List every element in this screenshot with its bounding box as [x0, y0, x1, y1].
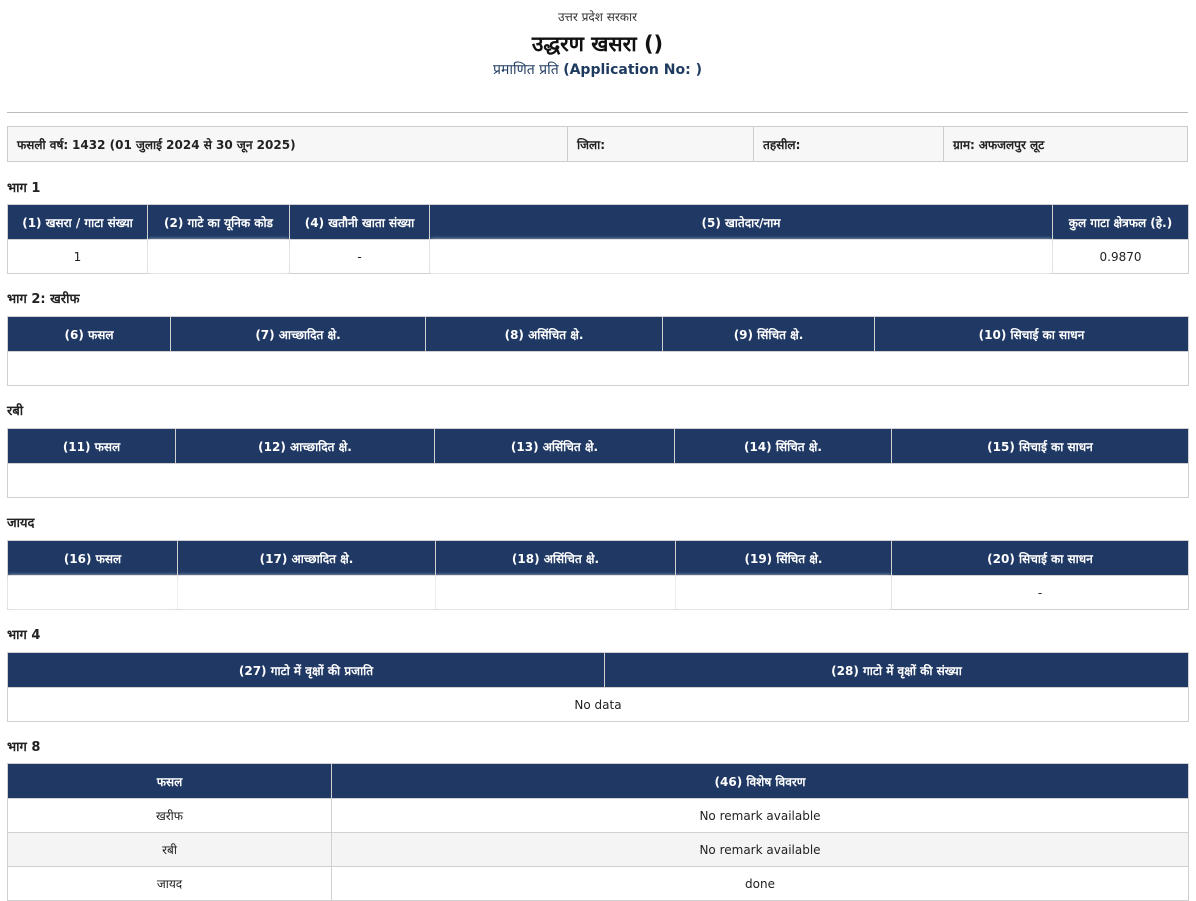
header-divider [7, 112, 1188, 113]
jayad-table [7, 540, 1189, 610]
column-header: (46) विशेष विवरण [332, 764, 1189, 799]
column-header: (14) सिंचित क्षे. [675, 429, 892, 464]
table-header-row [8, 317, 1189, 352]
unique-code [148, 240, 290, 274]
table-header-row [8, 429, 1189, 464]
remark-cell: done [332, 867, 1189, 901]
section-heading-rabi: रबी [7, 404, 24, 419]
column-header: (10) सिचाई का साधन [875, 317, 1189, 352]
application-block: (Application No: ) [563, 62, 702, 78]
owner-names [430, 240, 1053, 274]
table-row [8, 799, 1189, 833]
column-header: (4) खतौनी खाता संख्या [290, 205, 430, 240]
village-value: अफजलपुर लूट [978, 137, 1045, 152]
page-title: उद्धरण खसरा () [531, 32, 664, 56]
no-data-cell: No data [8, 688, 1189, 722]
section-heading-jayad: जायद [7, 516, 35, 531]
table-row [8, 576, 1189, 610]
section-heading-bhag1: भाग 1 [7, 181, 41, 196]
government-name: उत्तर प्रदेश सरकार [557, 10, 638, 24]
column-header: (28) गाटो में वृक्षों की संख्या [605, 653, 1189, 688]
info-bar [7, 126, 1188, 162]
table-header-row [8, 205, 1189, 240]
column-header: (11) फसल [8, 429, 176, 464]
column-header: (7) आच्छादित क्षे. [171, 317, 426, 352]
table-header-row [8, 541, 1189, 576]
column-header: (1) खसरा / गाटा संख्या [8, 205, 148, 240]
column-header: (20) सिचाई का साधन [892, 541, 1189, 576]
column-header: फसल [8, 764, 332, 799]
bhag4-table [7, 652, 1189, 722]
kharif-table [7, 316, 1189, 386]
crop-season-cell: खरीफ [8, 799, 332, 833]
crop-season-cell: रबी [8, 833, 332, 867]
fasli-year-cell [8, 127, 568, 161]
column-header: (17) आच्छादित क्षे. [178, 541, 436, 576]
application-label: Application No: [569, 62, 691, 78]
fasli-year-value: 1432 (01 जुलाई 2024 से 30 जून 2025) [72, 137, 296, 152]
column-header: (8) असिंचित क्षे. [426, 317, 663, 352]
tehsil-cell [754, 127, 944, 161]
column-header: (15) सिचाई का साधन [892, 429, 1189, 464]
village-cell [944, 127, 1187, 161]
table-row [8, 867, 1189, 901]
table-row [8, 833, 1189, 867]
table-header-row [8, 653, 1189, 688]
bhag8-table [7, 763, 1189, 901]
irrigation-source-cell: - [892, 576, 1189, 610]
khasra-document [7, 0, 1188, 891]
subtitle [7, 60, 1188, 80]
column-header: (5) खातेदार/नाम [430, 205, 1053, 240]
column-header: (18) असिंचित क्षे. [436, 541, 676, 576]
crop-cell [8, 576, 178, 610]
table-row [8, 464, 1189, 498]
column-header: कुल गाटा क्षेत्रफल (हे.) [1053, 205, 1189, 240]
fasli-year-label: फसली वर्ष: [17, 137, 69, 152]
section-heading-kharif: भाग 2: खरीफ [7, 292, 80, 307]
table-row [8, 688, 1189, 722]
irrigated-area-cell [676, 576, 892, 610]
crop-season-cell: जायद [8, 867, 332, 901]
unirrigated-area-cell [436, 576, 676, 610]
tehsil-label: तहसील: [763, 137, 801, 152]
table-header-row [8, 764, 1189, 799]
column-header: (13) असिंचित क्षे. [435, 429, 675, 464]
section-heading-bhag8: भाग 8 [7, 740, 41, 755]
total-area: 0.9870 [1053, 240, 1189, 274]
bhag1-table [7, 204, 1189, 274]
column-header: (16) फसल [8, 541, 178, 576]
district-cell [568, 127, 754, 161]
column-header: (9) सिंचित क्षे. [663, 317, 875, 352]
column-header: (19) सिंचित क्षे. [676, 541, 892, 576]
document-header [7, 0, 1188, 80]
no-data-cell [8, 352, 1189, 386]
remark-cell: No remark available [332, 833, 1189, 867]
table-row [8, 352, 1189, 386]
column-header: (2) गाटे का यूनिक कोड [148, 205, 290, 240]
table-row [8, 240, 1189, 274]
no-data-cell [8, 464, 1189, 498]
district-label: जिला: [577, 137, 606, 152]
khasra-number: 1 [8, 240, 148, 274]
remark-cell: No remark available [332, 799, 1189, 833]
khata-number: - [290, 240, 430, 274]
certified-copy-label: प्रमाणित प्रति [493, 62, 559, 78]
column-header: (12) आच्छादित क्षे. [176, 429, 435, 464]
column-header: (6) फसल [8, 317, 171, 352]
column-header: (27) गाटो में वृक्षों की प्रजाति [8, 653, 605, 688]
rabi-table [7, 428, 1189, 498]
village-label: ग्राम: [953, 137, 975, 152]
covered-area-cell [178, 576, 436, 610]
section-heading-bhag4: भाग 4 [7, 628, 41, 643]
